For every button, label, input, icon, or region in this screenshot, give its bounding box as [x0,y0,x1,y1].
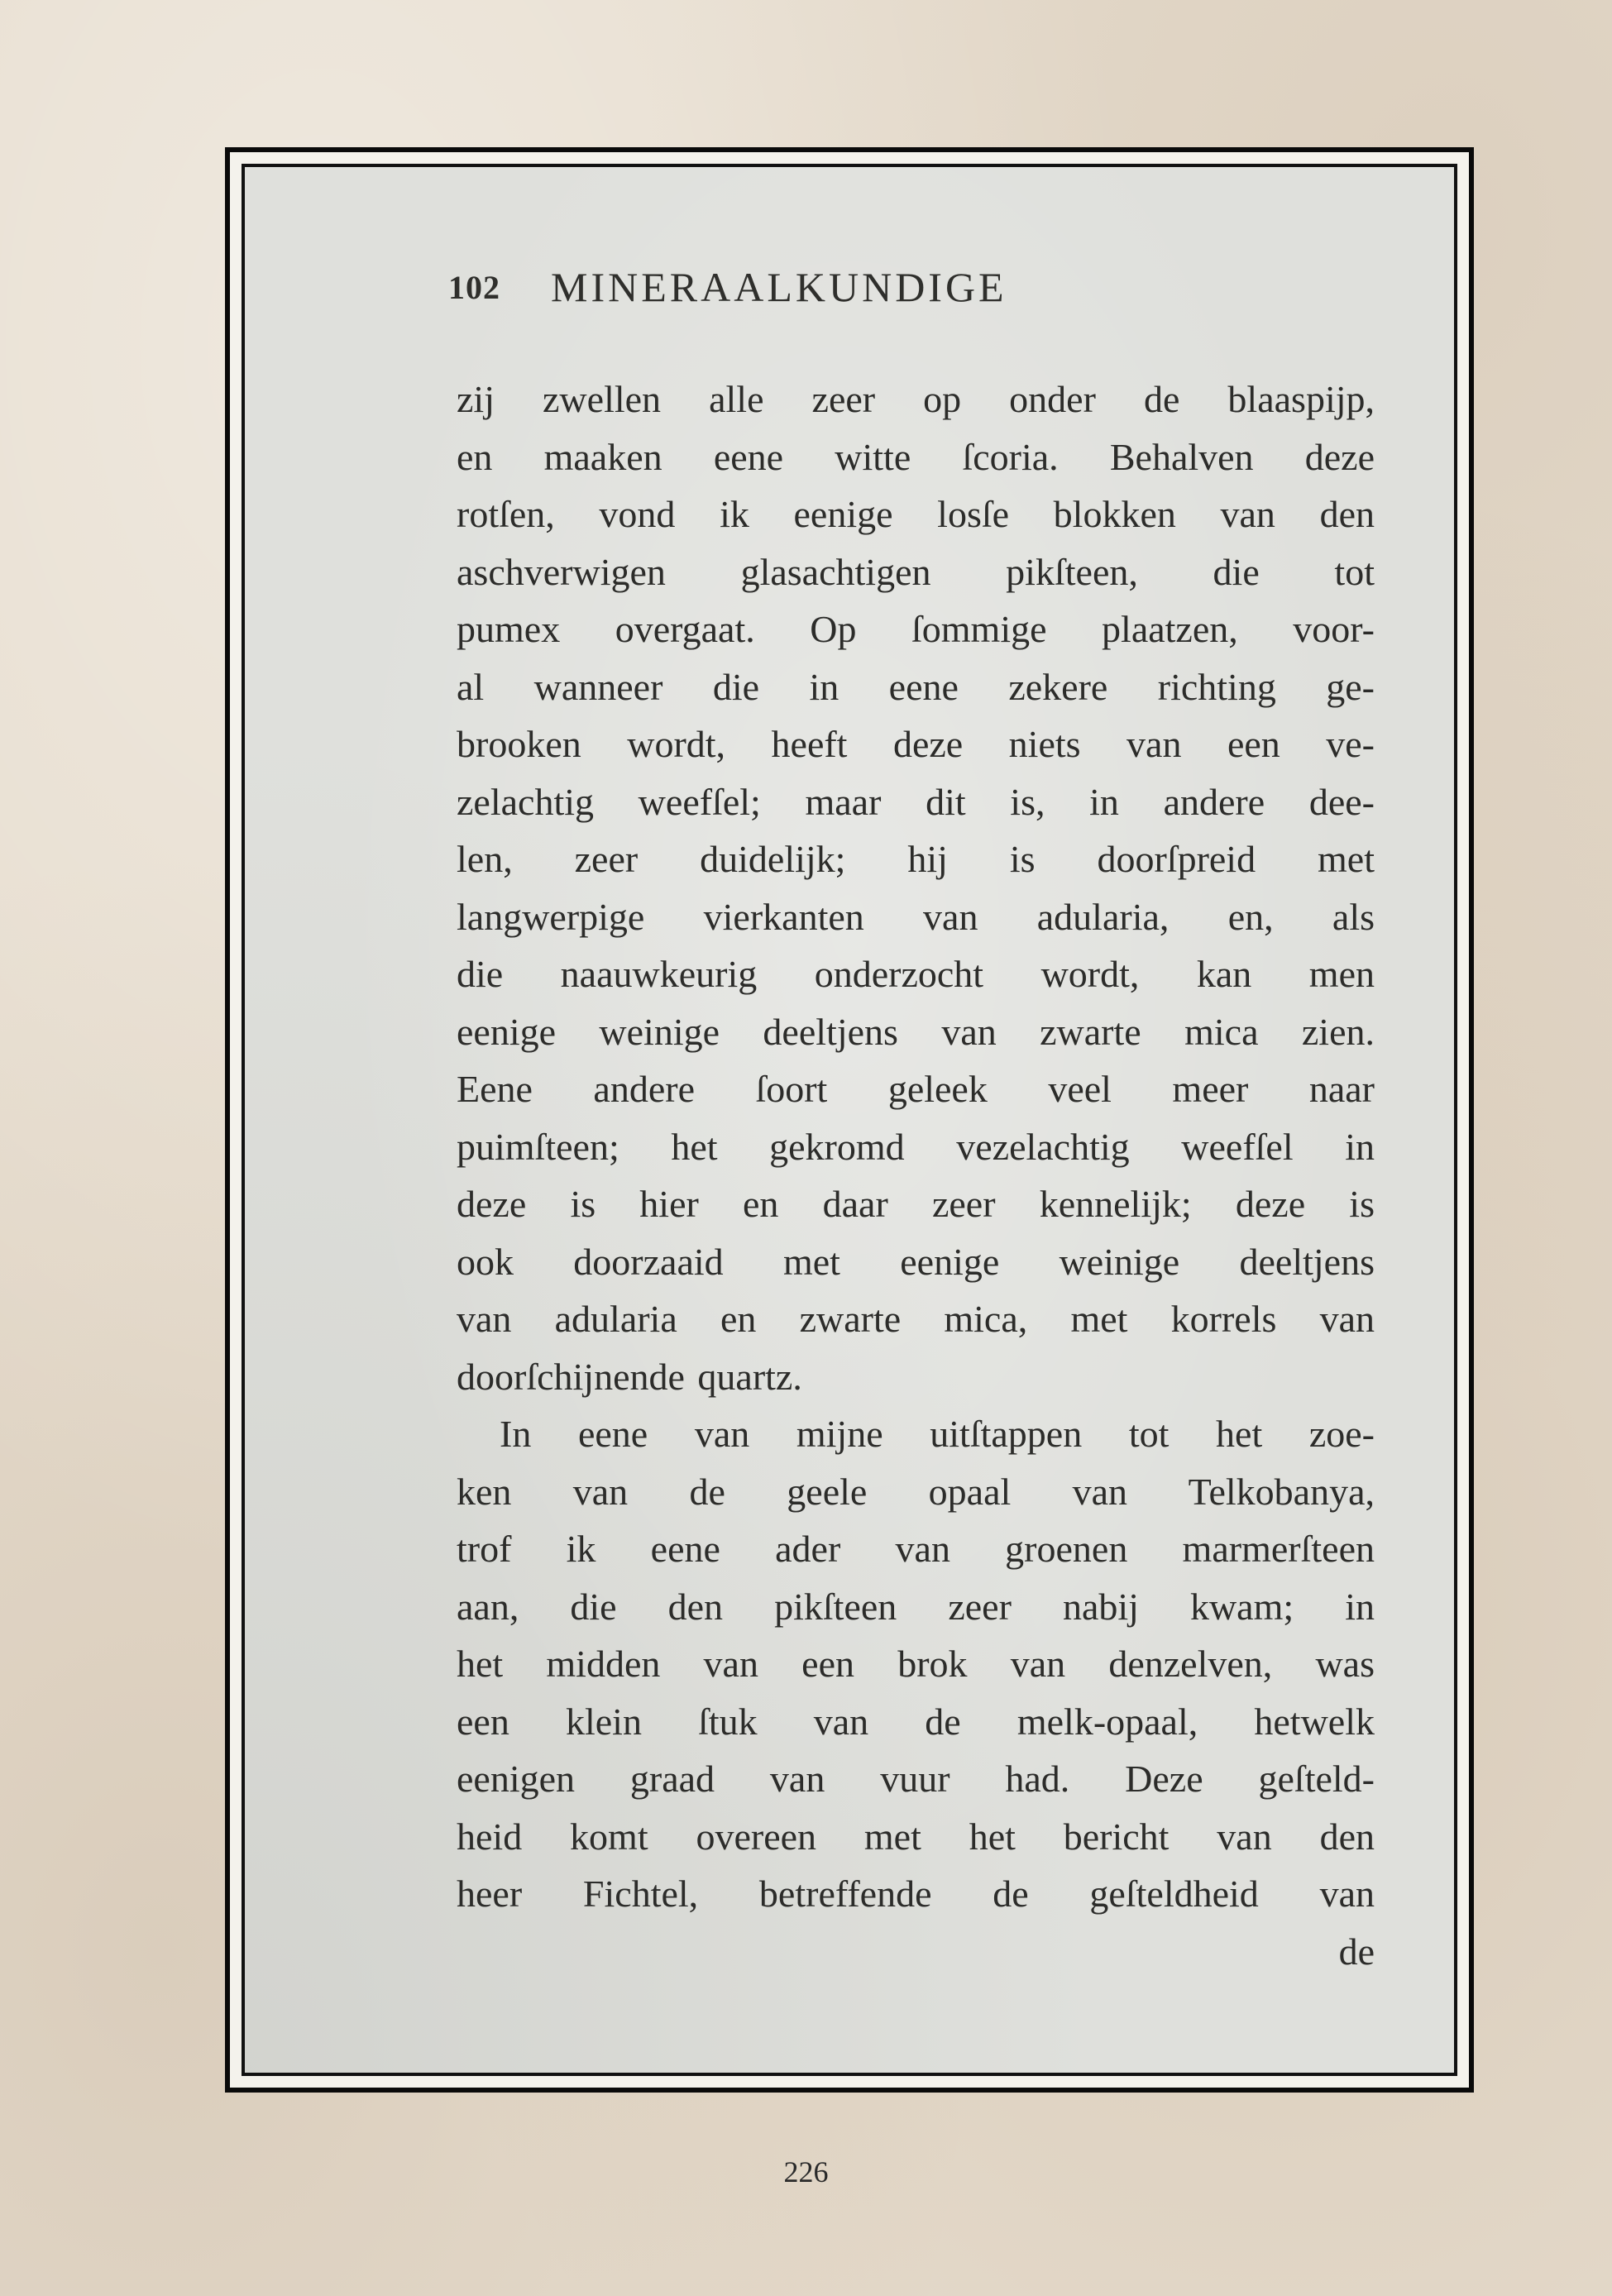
text-line: zelachtig weefſel; maar dit is, in andere dee- [457,780,1375,823]
text-line: een klein ſtuk van de melk-opaal, hetwelk [457,1700,1375,1743]
text-line: heid komt overeen met het bericht van den [457,1815,1375,1858]
text-line: al wanneer die in eene zekere richting ge- [457,665,1375,708]
text-line: pumex overgaat. Op ſommige plaatzen, voor- [457,608,1375,650]
text-line: brooken wordt, heeft deze niets van een ve- [457,723,1375,765]
text-line: aschverwigen glasachtigen pikſteen, die tot [457,550,1375,593]
text-line: ook doorzaaid met eenige weinige deeltjens [457,1240,1375,1283]
scanned-page [242,164,1457,2076]
text-line: langwerpige vierkanten van adularia, en, als [457,895,1375,938]
text-line: Eene andere ſoort geleek veel meer naar [457,1068,1375,1110]
text-line: deze is hier en daar zeer kennelijk; deze is [457,1183,1375,1225]
text-line: het midden van een brok van denzelven, was [457,1643,1375,1685]
text-line: eenige weinige deeltjens van zwarte mica zien. [457,1010,1375,1053]
text-line: die naauwkeurig onderzocht wordt, kan men [457,953,1375,995]
text-line: en maaken eene witte ſcoria. Behalven deze [457,435,1375,478]
text-line: zij zwellen alle zeer op onder de blaaspijp, [457,378,1375,420]
text-line: puimſteen; het gekromd vezelachtig weefſel in [457,1125,1375,1168]
text-line: ken van de geele opaal van Telkobanya, [457,1470,1375,1513]
text-line: len, zeer duidelijk; hij is doorſpreid met [457,838,1375,880]
body-text [457,371,1375,1980]
page-frame [225,147,1474,2093]
original-page-number: 102 [448,269,500,306]
text-line: van adularia en zwarte mica, met korrels van [457,1298,1375,1340]
text-line: eenigen graad van vuur had. Deze geſteld- [457,1758,1375,1800]
running-head [448,263,1275,313]
running-head-title: MINERAALKUNDIGE [551,264,1007,310]
text-line: aan, die den pikſteen zeer nabij kwam; in [457,1585,1375,1628]
text-line: rotſen, vond ik eenige losſe blokken van den [457,493,1375,535]
catchword: de [1338,1930,1375,1973]
text-line: doorſchijnende quartz. [457,1355,802,1398]
text-line: trof ik eene ader van groenen marmerſteen [457,1528,1375,1570]
folio-page-number: 226 [783,2155,829,2188]
text-line: heer Fichtel, betreffende de geſteldheid van [457,1873,1375,1915]
text-line: In eene van mijne uitſtappen tot het zoe- [500,1413,1375,1455]
